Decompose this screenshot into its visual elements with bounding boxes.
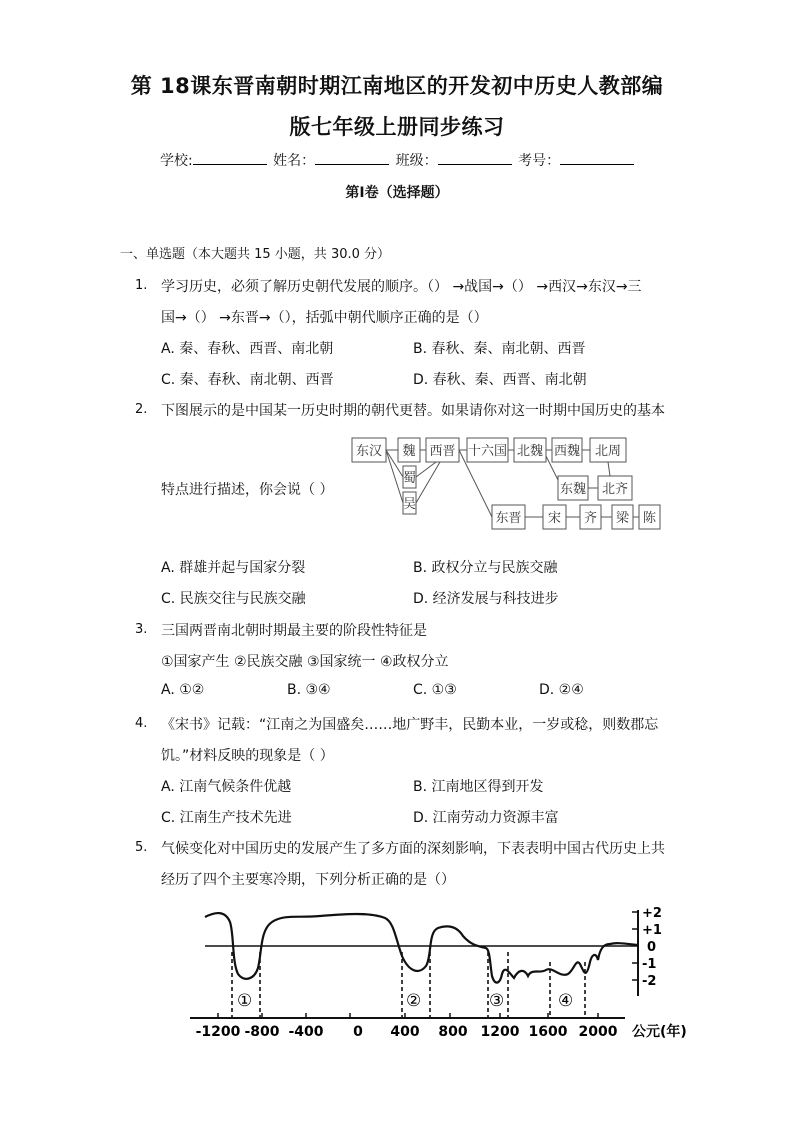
option-a[interactable]: A. 秦、春秋、西晋、南北朝 xyxy=(161,341,334,357)
dynasty-box-label: 吴 xyxy=(402,497,417,512)
question-text: 经历了四个主要寒冷期，下列分析正确的是（） xyxy=(161,872,455,888)
y-tick-label: -1 xyxy=(642,957,657,972)
option-b[interactable]: B. ③④ xyxy=(287,682,331,698)
student-info-line xyxy=(160,150,636,170)
option-b[interactable]: B. 江南地区得到开发 xyxy=(413,779,544,795)
x-tick-label: 0 xyxy=(353,1024,363,1040)
question-text: 饥。”材料反映的现象是（ ） xyxy=(161,748,334,764)
option-d[interactable]: D. 春秋、秦、西晋、南北朝 xyxy=(413,372,587,388)
period-label: ③ xyxy=(489,991,505,1011)
exam-no-blank[interactable] xyxy=(560,152,634,165)
exam-no-label: 考号： xyxy=(518,153,561,169)
dynasty-box-label: 东汉 xyxy=(355,444,383,459)
option-b[interactable]: B. 春秋、秦、南北朝、西晋 xyxy=(413,341,586,357)
option-c[interactable]: C. 秦、春秋、南北朝、西晋 xyxy=(161,372,334,388)
option-a[interactable]: A. 群雄并起与国家分裂 xyxy=(161,560,306,576)
y-tick-label: -2 xyxy=(642,974,657,989)
name-label: 姓名： xyxy=(273,153,316,169)
question-text: 三国两晋南北朝时期最主要的阶段性特征是 xyxy=(161,623,427,639)
dynasty-box-label: 梁 xyxy=(615,511,630,526)
question-text: 特点进行描述，你会说（ ） xyxy=(161,482,334,498)
question-text: 下图展示的是中国某一历史时期的朝代更替。如果请你对这一时期中国历史的基本 xyxy=(161,403,665,419)
class-label: 班级： xyxy=(395,153,438,169)
x-tick-label: -1200 xyxy=(195,1024,241,1040)
option-d[interactable]: D. 经济发展与科技进步 xyxy=(413,591,559,607)
section-heading: 一、单选题（本大题共 15 小题，共 30.0 分） xyxy=(120,247,391,262)
dynasty-box-label: 西晋 xyxy=(429,444,456,459)
option-c[interactable]: C. 江南生产技术先进 xyxy=(161,810,292,826)
option-d[interactable]: D. 江南劳动力资源丰富 xyxy=(413,810,559,826)
dynasty-box-label: 陈 xyxy=(642,511,657,526)
dynasty-box-label: 宋 xyxy=(547,511,562,526)
option-d[interactable]: D. ②④ xyxy=(539,682,584,698)
option-c[interactable]: C. 民族交往与民族交融 xyxy=(161,591,306,607)
x-tick-label: -400 xyxy=(288,1024,324,1040)
dynasty-box-label: 北齐 xyxy=(601,482,629,497)
doc-title-line2: 版七年级上册同步练习 xyxy=(289,115,505,139)
option-b[interactable]: B. 政权分立与民族交融 xyxy=(413,560,558,576)
dynasty-box-label: 西魏 xyxy=(553,444,581,459)
question-text: 《宋书》记载：“江南之为国盛矣……地广野丰，民勤本业，一岁或稔，则数郡忘 xyxy=(161,717,659,733)
x-tick-label: 800 xyxy=(438,1024,468,1040)
climate-change-chart xyxy=(180,900,687,1050)
school-label: 学校: xyxy=(160,153,193,169)
temperature-curve xyxy=(205,913,638,983)
x-tick-label: 1600 xyxy=(528,1024,568,1040)
dynasty-box-label: 魏 xyxy=(402,444,416,459)
question-number: 4. xyxy=(135,716,148,731)
doc-title-line1: 第 18课东晋南朝时期江南地区的开发初中历史人教部编 xyxy=(130,74,664,98)
x-tick-label: 2000 xyxy=(578,1024,618,1040)
y-tick-label: +2 xyxy=(642,906,662,921)
question-number: 1. xyxy=(135,278,148,293)
question-text: 国→（） →东晋→（），括弧中朝代顺序正确的是（） xyxy=(161,310,488,326)
option-a[interactable]: A. 江南气候条件优越 xyxy=(161,779,292,795)
question-text: ①国家产生 ②民族交融 ③国家统一 ④政权分立 xyxy=(161,654,449,670)
dynasty-box-label: 东晋 xyxy=(495,511,522,526)
y-tick-label: 0 xyxy=(647,940,657,955)
question-number: 2. xyxy=(135,402,148,417)
dynasty-box-label: 东魏 xyxy=(559,482,587,497)
dynasty-box-label: 十六国 xyxy=(467,444,508,459)
period-label: ① xyxy=(237,991,253,1011)
volume-heading: 第I卷（选择题） xyxy=(345,185,449,201)
question-number: 3. xyxy=(135,622,148,637)
dynasty-box-label: 北魏 xyxy=(516,444,544,459)
school-blank[interactable] xyxy=(193,152,267,165)
class-blank[interactable] xyxy=(438,152,512,165)
question-text: 气候变化对中国历史的发展产生了多方面的深刻影响，下表表明中国古代历史上共 xyxy=(161,841,665,857)
x-tick-label: 1200 xyxy=(480,1024,520,1040)
name-blank[interactable] xyxy=(315,152,389,165)
dynasty-box-label: 北周 xyxy=(594,444,622,459)
dynasty-box-label: 蜀 xyxy=(402,471,417,486)
period-label: ④ xyxy=(558,991,574,1011)
dynasty-box-label: 齐 xyxy=(583,511,598,526)
x-tick-label: -800 xyxy=(244,1024,280,1040)
option-a[interactable]: A. ①② xyxy=(161,682,205,698)
x-axis-unit: 公元(年) xyxy=(632,1024,687,1040)
period-label: ② xyxy=(406,991,422,1011)
option-c[interactable]: C. ①③ xyxy=(413,682,457,698)
question-number: 5. xyxy=(135,840,148,855)
x-tick-label: 400 xyxy=(390,1024,420,1040)
dynasty-succession-diagram xyxy=(340,430,670,534)
question-text: 学习历史，必须了解历史朝代发展的顺序。（） →战国→（） →西汉→东汉→三 xyxy=(161,279,642,295)
y-tick-label: +1 xyxy=(642,923,662,938)
